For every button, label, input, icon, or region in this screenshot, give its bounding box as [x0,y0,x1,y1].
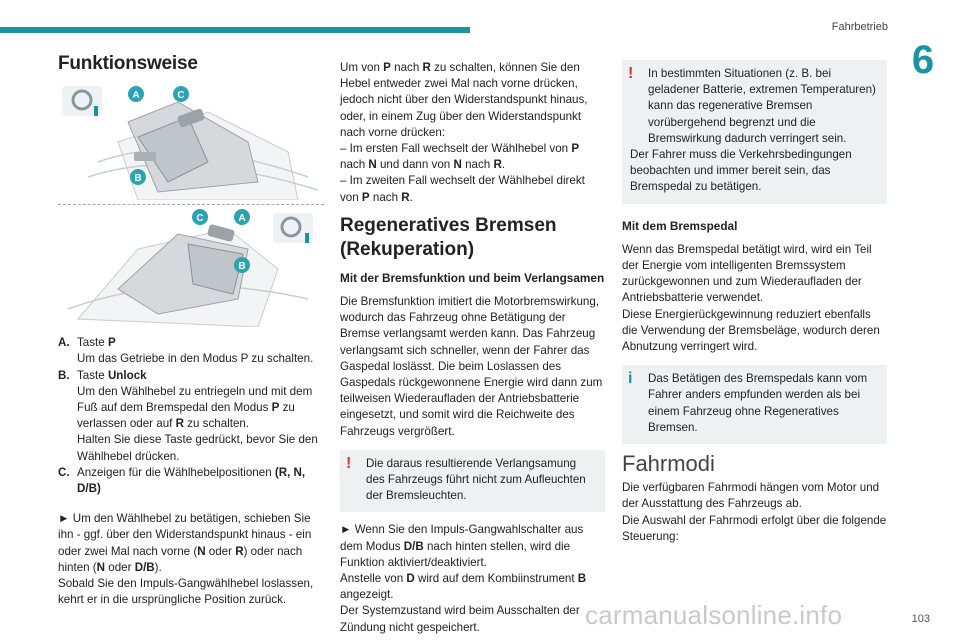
warning-text: Der Fahrer muss die Verkehrsbedingungen beobachten und immer bereit sein, das Bremspedal zu betätigen. [630,148,852,194]
body-paragraph: Sobald Sie den Impuls-Gangwählhebel loslassen, kehrt er in die ursprüngliche Position zurück. [58,577,314,607]
info-icon: i [628,370,633,388]
column-middle [340,60,605,636]
warning-box [340,450,605,513]
legend-title-bold: Unlock [107,368,147,382]
legend-label: C. [58,465,70,479]
warning-icon: ! [628,65,634,82]
body-paragraph: Die Auswahl der Fahrmodi erfolgt über die folgende Steuerung: [622,513,887,543]
legend-item-b [58,368,326,465]
warning-text: Die daraus resultierende Verlangsamung des Fahrzeugs führt nicht zum Aufleuchten der Bremsleuchten. [366,456,586,503]
gear-selector-illustration-1 [58,82,324,200]
column-right [622,60,887,545]
legend-text: Um den Wählhebel zu entriegeln und mit dem Fuß auf dem Bremspedal den Modus [77,384,313,415]
legend-item-c [58,465,326,497]
legend-title-bold: (R, N, D/B) [77,465,306,496]
body-paragraph: Die verfügbaren Fahrmodi hängen vom Motor und der Ausstattung des Fahrzeugs ab. [622,481,880,511]
column-left [58,53,326,608]
legend-text-bold: R [175,417,184,431]
badge-a-label: A [238,213,246,225]
legend-text: Halten Sie diese Taste gedrückt, bevor Sie den Wählhebel drücken. [77,433,318,463]
legend-label: B. [58,368,70,382]
warning-icon: ! [346,454,352,472]
legend-item-a [58,335,326,367]
body-paragraph: – Im ersten Fall wechselt der Wählhebel von P nach N und dann von N nach R. [340,142,580,172]
legend-text-bold: P [271,401,280,415]
legend-text: zu schalten. [183,417,250,431]
body-paragraph: Anstelle von D wird auf dem Kombiinstrument B angezeigt. [340,572,587,602]
legend-title: Anzeigen für die Wählhebelpositionen [77,465,275,479]
info-box [622,365,887,444]
legend-title: Taste [77,368,108,382]
warning-box [622,60,887,204]
badge-b-icon [130,169,146,185]
badge-c-label: C [177,90,185,102]
section-heading: Regeneratives Bremsen (Rekuperation) [340,214,557,260]
chapter-number: 6 [911,38,935,82]
legend-text: Um das Getriebe in den Modus P zu schalten. [77,352,314,366]
body-paragraph: Um von P nach R zu schalten, können Sie den Hebel entweder zwei Mal nach vorne drücken, jedoch nicht über den Widerstandspunkt hinaus, oder, in einem Zug über den Widerstandspunkt nach vorne drücken: [340,61,588,139]
page-number: 103 [911,613,930,625]
steering-wheel-icon [62,86,102,116]
legend-title-bold: P [107,336,116,350]
watermark: carmanualsonline.info [585,600,843,630]
header-accent-bar [0,27,470,33]
gear-selector-illustration-2 [58,209,324,327]
legend-list [58,335,326,497]
steering-wheel-icon [273,213,313,243]
instruction-paragraph: ► Um den Wählhebel zu betätigen, schieben Sie ihn - ggf. über den Widerstandspunkt hinaus - ein oder zwei Mal nach vorne (N oder R) oder nach hinten (N oder D/B). [58,512,312,574]
body-paragraph: Wenn das Bremspedal betätigt wird, wird ein Teil der Energie vom intelligenten Bremssystem zurückgewonnen und zum Wiederaufladen der Antriebsbatterie verwendet. [622,242,872,305]
warning-text: In bestimmten Situationen (z. B. bei geladener Batterie, extremen Temperaturen) kann das regenerative Bremsen vorübergehend begrenzt und die Bremswirkung dadurch verringert sein. [648,67,876,145]
body-paragraph: Die Bremsfunktion imitiert die Motorbremswirkung, wodurch das Fahrzeug ohne Betätigung der Bremse verlangsamt werden kann. Das Fahrzeug verlangsamt sich schneller, wenn der Fahrer das Gaspedal loslässt. Die beim Loslassen des Gaspedals rückgewonnene Energie wird dann zum teilweisen Wiederaufladen der Antriebsbatterie eingesetzt, und somit wird die Reichweite des Fahrzeugs vergrößert. [340,295,603,438]
badge-b-icon [234,257,250,273]
body-paragraph: Diese Energierückgewinnung reduziert ebenfalls die Verwendung der Bremsbeläge, wodurch deren Abnutzung verringert wird. [622,307,880,354]
legend-title: Taste [77,336,108,350]
body-paragraph: – Im zweiten Fall wechselt der Wählhebel direkt von P nach R. [340,174,585,204]
section-heading: Fahrmodi [622,451,715,477]
illustration-divider [58,204,324,205]
body-paragraph: Der Systemzustand wird beim Ausschalten der Zündung nicht gespeichert. [340,604,580,634]
legend-label: A. [58,336,70,350]
instruction-paragraph: ► Wenn Sie den Impuls-Gangwahlschalter aus dem Modus D/B nach hinten stellen, wird die Funktion aktiviert/deaktiviert. [340,523,584,569]
section-heading: Funktionsweise [58,53,198,74]
subsection-heading: Mit dem Bremspedal [622,218,738,233]
badge-b-label: B [238,261,246,273]
subsection-heading: Mit der Bremsfunktion und beim Verlangsamen [340,270,605,285]
info-text: Das Betätigen des Bremspedals kann vom Fahrer anders empfunden werden als bei einem Fahrzeug ohne Regeneratives Bremsen. [648,372,868,434]
legend-text: zu verlassen oder auf [77,401,295,431]
badge-b-label: B [134,173,142,185]
badge-a-label: A [132,90,140,102]
badge-c-icon [173,86,189,102]
badge-c-icon [192,209,208,225]
badge-c-label: C [196,213,204,225]
running-header: Fahrbetrieb [831,21,888,33]
badge-a-icon [234,209,250,225]
badge-a-icon [128,86,144,102]
